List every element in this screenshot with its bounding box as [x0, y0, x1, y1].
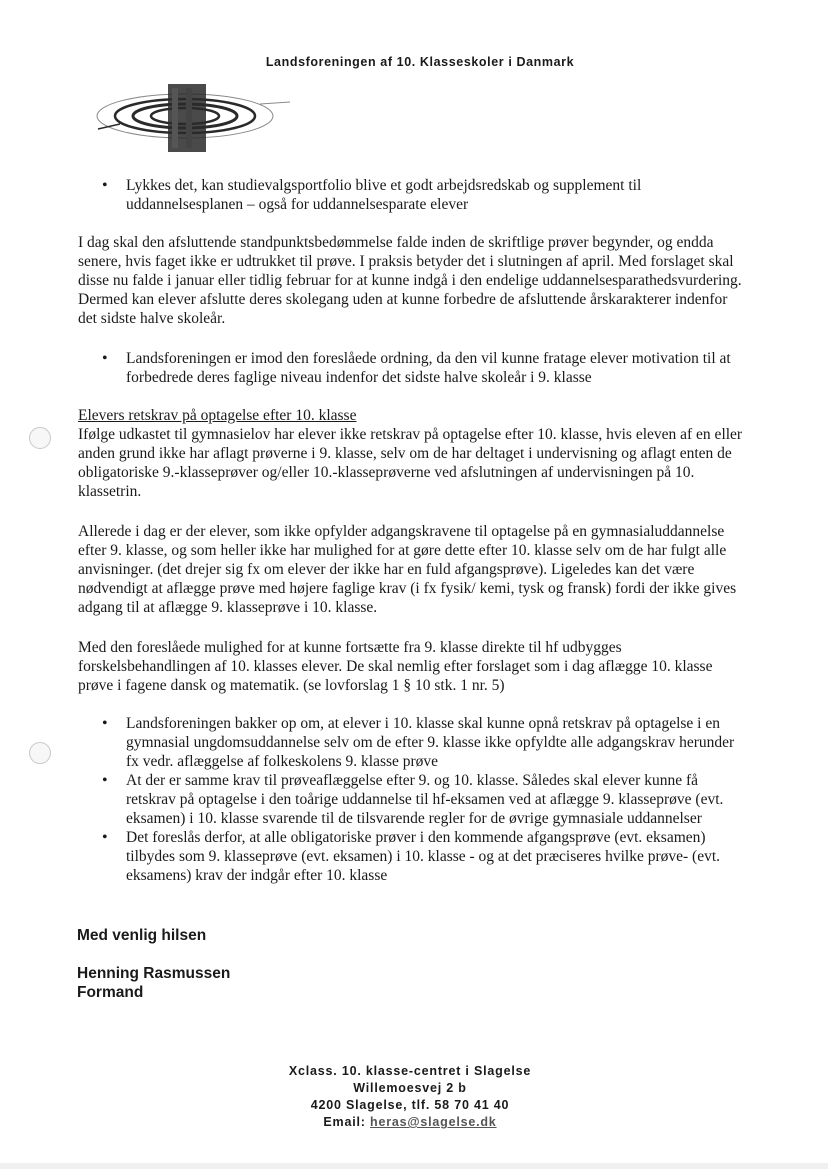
organization-logo — [90, 74, 300, 164]
footer-line-2: Willemoesvej 2 b — [353, 1081, 467, 1095]
closing-greeting: Med venlig hilsen — [77, 927, 207, 944]
organization-header: Landsforeningen af 10. Klasseskoler i Danmark — [265, 55, 575, 69]
signatory-name: Henning Rasmussen — [77, 965, 231, 982]
footer-address — [0, 1063, 820, 1131]
paragraph-allerede: Allerede i dag er der elever, som ikke opfylder adgangskravene til optagelse på en gymnasialuddannelse efter 9. klasse, og som heller ikke har mulighed for at gøre dette efter 10. klasse selv om de har fulgt alle anvisninger. (det drejer sig fx om elever der ikke har en fuld afgangsprøve). Ligeledes kan det være nødvendigt at aflægge prøve med højere faglige krav (i fx fysik/ kemi, tysk og fransk) fordi der ikke gives adgang til at aflægge 9. klasseprøve i 10. klasse. — [78, 523, 737, 616]
bullet-list-portfolio — [78, 176, 750, 214]
bullet-list-imod — [78, 349, 750, 387]
bullet-retskrav: • Landsforeningen bakker op om, at elever i 10. klasse skal kunne opnå retskrav på optagelse i en gymnasial ungdomsuddannelse selv om de efter 9. klasse ikke opfyldte alle adgangskrav herunder fx vedr. aflæggelse af folkeskolens 9. klasse prøve — [78, 714, 750, 771]
section-retskrav — [78, 406, 750, 501]
section-heading: Elevers retskrav på optagelse efter 10. klasse — [78, 407, 357, 424]
footer-line-1: Xclass. 10. klasse-centret i Slagelse — [288, 1064, 532, 1078]
punch-hole-lower — [29, 742, 51, 764]
bullet-portfolio: • Lykkes det, kan studievalgsportfolio blive et godt arbejdsredskab og supplement til uddannelsesplanen – også for uddannelsesparate elever — [78, 176, 750, 214]
footer-email-line — [0, 1114, 820, 1131]
email-link[interactable]: heras@slagelse.dk — [370, 1115, 497, 1129]
bullet-imod: • Landsforeningen er imod den foreslåede ordning, da den vil kunne fratage elever motivation til at forbedrede deres faglige niveau indenfor det sidste halve skoleår i 9. klasse — [78, 349, 750, 387]
paragraph-standpunkt: I dag skal den afsluttende standpunktsbedømmelse falde inden de skriftlige prøver begynder, og endda senere, hvis faget ikke er udtrukket til prøve. I praksis betyder det i slutningen af april. Med forslaget skal disse nu falde i januar eller tidlig februar for at kunne indgå i den endelige uddannelsesparathedsvurdering. Dermed kan elever afslutte deres skolegang uden at kunne forbedre de afsluttende årskarakterer indenfor det sidste halve skoleår. — [78, 234, 742, 327]
bullet-list-final — [78, 714, 750, 885]
footer-line-3: 4200 Slagelse, tlf. 58 70 41 40 — [310, 1098, 510, 1112]
bullet-samme-krav: • At der er samme krav til prøveaflæggelse efter 9. og 10. klasse. Således skal elever kunne få retskrav på optagelse i den toårige uddannelse til hf-eksamen ved at aflægge 9. klasseprøve (evt. eksamen) i 10. klasse svarende til de tilsvarende regler for de øvrige gymnasiale uddannelser — [78, 771, 750, 828]
punch-hole-upper — [29, 427, 51, 449]
paragraph-udkast: Ifølge udkastet til gymnasielov har elever ikke retskrav på optagelse efter 10. klasse, hvis eleven af en eller anden grund ikke har aflagt prøverne i 9. klasse, selv om de har deltaget i undervisning og aflagt enten de obligatoriske 9.-klasseprøver og/eller 10.-klasseprøverne ved afslutningen af undervisningen på 10. klassetrin. — [78, 426, 743, 500]
bullet-forslag: • Det foreslås derfor, at alle obligatoriske prøver i den kommende afgangsprøve (evt. eksamen) tilbydes som 9. klasseprøve (evt. eksamen) i 10. klasse - og at det præciseres hvilke prøve- (evt. eksamens) krav der indgår efter 10. klasse — [78, 828, 750, 885]
page-bottom-edge — [0, 1163, 828, 1169]
paragraph-hf: Med den foreslåede mulighed for at kunne fortsætte fra 9. klasse direkte til hf udbygges forskelsbehandlingen af 10. klasses elever. De skal nemlig efter forslaget som i dag aflægge 10. klasse prøve i fagene dansk og matematik. (se lovforslag 1 § 10 stk. 1 nr. 5) — [78, 639, 713, 694]
email-label: Email: — [323, 1115, 366, 1129]
signatory-title: Formand — [77, 984, 144, 1001]
